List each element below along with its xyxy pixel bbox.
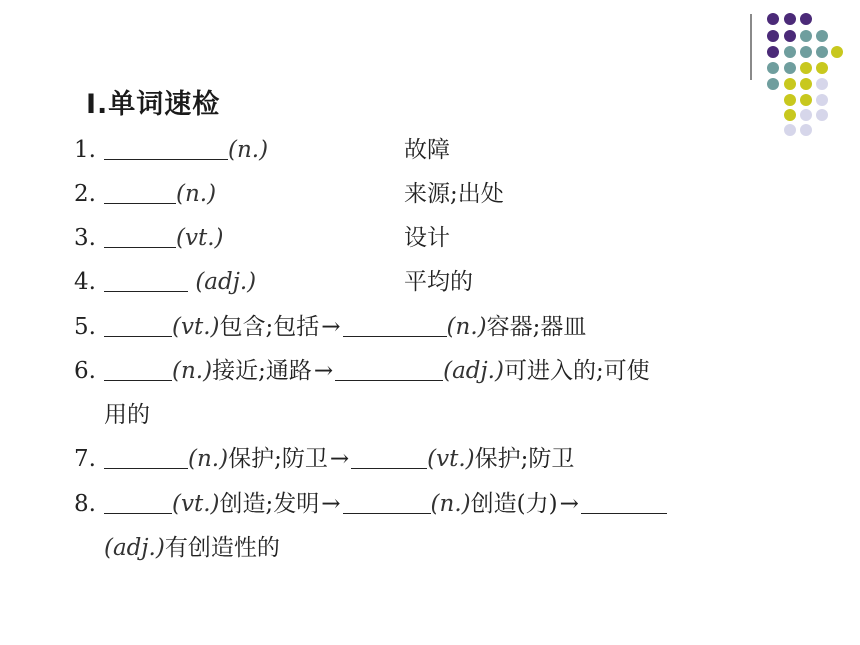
item-6: [74, 356, 650, 386]
meaning-text: 有创造性的: [164, 535, 280, 561]
item-4: [74, 267, 256, 297]
item-3: [74, 223, 224, 253]
arrow-icon: →: [559, 491, 579, 517]
item-6-continuation: 用的: [104, 402, 150, 428]
section-heading: Ⅰ.单词速检: [86, 89, 221, 120]
answer-blank[interactable]: [104, 491, 172, 514]
meaning-text: 容器;器皿: [486, 314, 587, 340]
item-8-continuation: [104, 533, 280, 563]
item-number: 8.: [74, 491, 96, 517]
dot-grid: [767, 13, 843, 136]
part-of-speech: (adj.): [443, 358, 504, 384]
answer-blank[interactable]: [343, 314, 447, 337]
part-of-speech: (vt.): [172, 314, 220, 340]
item-3-meaning: 设计: [404, 225, 450, 251]
meaning-text: 接近;通路: [212, 358, 312, 384]
item-number: 4.: [74, 269, 96, 295]
answer-blank[interactable]: [581, 491, 667, 514]
part-of-speech: (n.): [228, 137, 269, 163]
answer-blank[interactable]: [104, 137, 228, 160]
answer-blank[interactable]: [335, 358, 443, 381]
arrow-icon: →: [329, 446, 350, 472]
meaning-text: 保护;防卫: [228, 446, 328, 472]
arrow-icon: →: [313, 358, 334, 384]
part-of-speech: (n.): [188, 446, 229, 472]
part-of-speech: (n.): [176, 181, 217, 207]
item-number: 1.: [74, 137, 96, 163]
item-2: [74, 179, 216, 209]
arrow-icon: →: [321, 491, 341, 517]
part-of-speech: (vt.): [172, 491, 220, 517]
part-of-speech: (n.): [430, 491, 471, 517]
item-number: 7.: [74, 446, 96, 472]
part-of-speech: (adj.): [195, 269, 257, 295]
answer-blank[interactable]: [104, 225, 176, 248]
answer-blank[interactable]: [104, 314, 172, 337]
part-of-speech: (vt.): [427, 446, 475, 472]
item-number: 5.: [74, 314, 96, 340]
item-4-meaning: 平均的: [404, 269, 473, 295]
answer-blank[interactable]: [104, 181, 176, 204]
arrow-icon: →: [321, 314, 341, 340]
answer-blank[interactable]: [351, 446, 427, 469]
part-of-speech: (n.): [446, 314, 487, 340]
answer-blank[interactable]: [343, 491, 431, 514]
part-of-speech: (adj.): [104, 535, 165, 561]
item-number: 6.: [74, 358, 96, 384]
item-7: [74, 444, 574, 474]
answer-blank[interactable]: [104, 446, 188, 469]
item-1-meaning: 故障: [404, 137, 450, 163]
answer-blank[interactable]: [104, 269, 188, 292]
meaning-text: 保护;防卫: [474, 446, 575, 472]
part-of-speech: (n.): [172, 358, 213, 384]
item-1: [74, 135, 268, 165]
item-2-meaning: 来源;出处: [404, 181, 504, 207]
meaning-text: 可进入的;可使: [503, 358, 650, 384]
meaning-text: 创造(力): [470, 491, 558, 517]
meaning-text: 创造;发明: [219, 491, 320, 517]
item-number: 2.: [74, 181, 96, 207]
item-5: [74, 312, 586, 342]
answer-blank[interactable]: [104, 358, 172, 381]
meaning-text: 包含;包括: [219, 314, 320, 340]
part-of-speech: (vt.): [176, 225, 224, 251]
item-number: 3.: [74, 225, 96, 251]
item-8: [74, 489, 667, 519]
divider-line: [750, 14, 752, 80]
